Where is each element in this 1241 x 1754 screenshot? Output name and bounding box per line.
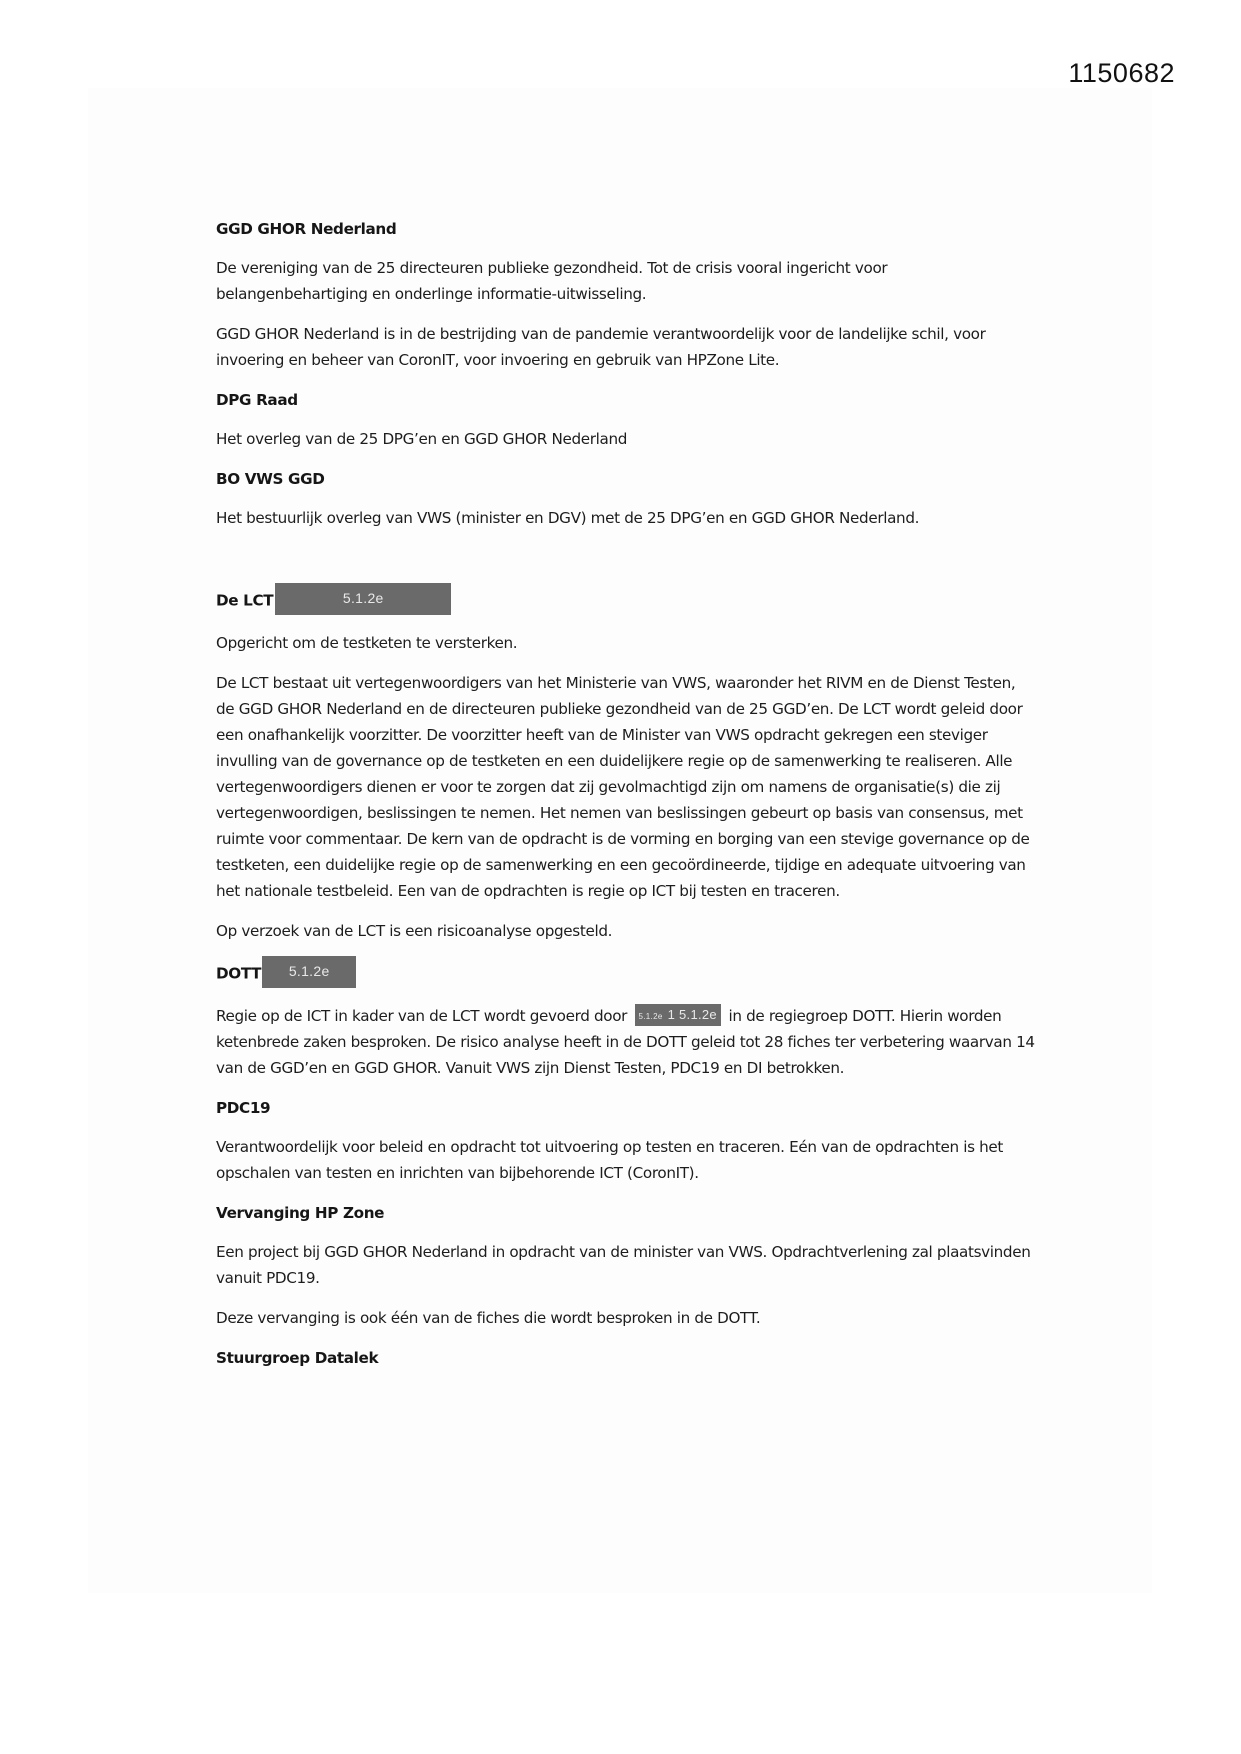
section-lct bbox=[216, 585, 1036, 944]
paragraph: Verantwoordelijk voor beleid en opdracht tot uitvoering op testen en traceren. Eén van de opdrachten is het opschalen van testen en inrichten van bijbehorende ICT (CoronIT). bbox=[216, 1138, 1003, 1182]
section-heading: BO VWS GGD bbox=[216, 470, 325, 488]
section-heading: PDC19 bbox=[216, 1099, 271, 1117]
redaction-box: 5.1.2e bbox=[275, 583, 451, 615]
section-bo-vws-ggd bbox=[216, 466, 1036, 531]
section-heading: GGD GHOR Nederland bbox=[216, 220, 397, 238]
paragraph: Een project bij GGD GHOR Nederland in opdracht van de minister van VWS. Opdrachtverlening zal plaatsvinden vanuit PDC19. bbox=[216, 1243, 1031, 1287]
section-heading bbox=[216, 585, 1036, 617]
section-ggd-ghor bbox=[216, 216, 1036, 373]
document-id: 1150682 bbox=[1068, 58, 1175, 88]
section-hp-zone bbox=[216, 1200, 1036, 1331]
paragraph-text: in de regiegroep DOTT. Hierin worden ketenbrede zaken besproken. De risico analyse heeft in de DOTT geleid tot 28 fiches ter verbetering waarvan 14 van de GGD’en en GGD GHOR. Vanuit VWS zijn Dienst Testen, PDC19 en DI betrokken. bbox=[216, 1007, 1035, 1077]
section-pdc19 bbox=[216, 1095, 1036, 1186]
redaction-code-small: 5.1.2e bbox=[638, 1011, 663, 1021]
section-datalek bbox=[216, 1345, 1036, 1371]
heading-text: DOTT bbox=[216, 964, 262, 983]
paragraph: Opgericht om de testketen te versterken. bbox=[216, 634, 518, 652]
paragraph: Het bestuurlijk overleg van VWS (minister en DGV) met de 25 DPG’en en GGD GHOR Nederland. bbox=[216, 509, 920, 527]
paragraph: De vereniging van de 25 directeuren publieke gezondheid. Tot de crisis vooral ingericht voor belangenbehartiging en onderlinge informatie-uitwisseling. bbox=[216, 259, 888, 303]
heading-text: De LCT bbox=[216, 591, 274, 610]
paragraph: De LCT bestaat uit vertegenwoordigers van het Ministerie van VWS, waaronder het RIVM en de Dienst Testen, de GGD GHOR Nederland en de directeuren publieke gezondheid van de 25 GGD’en. De LCT wordt geleid door een onafhankelijk voorzitter. De voorzitter heeft van de Minister van VWS opdracht gekregen een steviger invulling van de governance op de testketen en een duidelijkere regie op de samenwerking te realiseren. Alle vertegenwoordigers dienen er voor te zorgen dat zij gevolmachtigd zijn om namens de organisatie(s) die zij vertegenwoordigen, beslissingen te nemen. Het nemen van beslissingen gebeurt op basis van consensus, met ruimte voor commentaar. De kern van de opdracht is de vorming en borging van een stevige governance op de testketen, een duidelijke regie op de samenwerking en een gecoördineerde, tijdige en adequate uitvoering van het nationale testbeleid. Een van de opdrachten is regie op ICT bij testen en traceren. bbox=[216, 674, 1030, 900]
section-dott bbox=[216, 958, 1036, 1081]
paragraph-text: Regie op de ICT in kader van de LCT wordt gevoerd door bbox=[216, 1007, 628, 1025]
section-heading bbox=[216, 958, 1036, 990]
inline-redaction-box bbox=[635, 1004, 721, 1026]
section-dpg-raad bbox=[216, 387, 1036, 452]
paragraph: GGD GHOR Nederland is in de bestrijding van de pandemie verantwoordelijk voor de landelijke schil, voor invoering en beheer van CoronIT, voor invoering en gebruik van HPZone Lite. bbox=[216, 325, 986, 369]
section-heading: Stuurgroep Datalek bbox=[216, 1349, 379, 1367]
paragraph: Het overleg van de 25 DPG’en en GGD GHOR Nederland bbox=[216, 430, 628, 448]
document-body bbox=[216, 216, 1036, 1384]
section-heading: DPG Raad bbox=[216, 391, 298, 409]
paragraph bbox=[216, 1003, 1036, 1081]
redaction-box: 5.1.2e bbox=[262, 956, 356, 988]
section-heading: Vervanging HP Zone bbox=[216, 1204, 385, 1222]
paragraph: Deze vervanging is ook één van de fiches die wordt besproken in de DOTT. bbox=[216, 1309, 761, 1327]
spacer bbox=[216, 545, 1036, 585]
redaction-code-large: 1 5.1.2e bbox=[667, 1006, 717, 1022]
paragraph: Op verzoek van de LCT is een risicoanalyse opgesteld. bbox=[216, 922, 613, 940]
